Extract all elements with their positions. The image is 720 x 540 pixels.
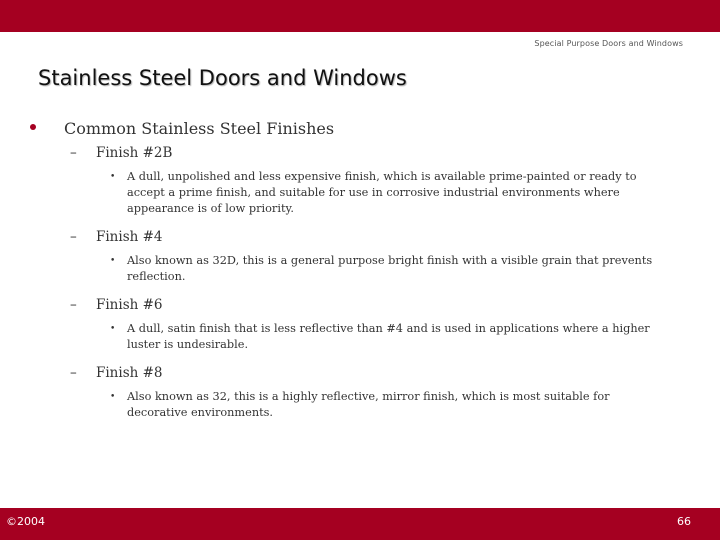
finish-heading — [30, 229, 680, 253]
top-banner — [0, 0, 720, 32]
page-number: 66 — [677, 515, 691, 528]
finish-name: Finish #6 — [96, 297, 163, 313]
finish-description-text: Also known as 32D, this is a general purpose bright finish with a visible grain that prevents reflection. — [127, 254, 653, 283]
running-header: Special Purpose Doors and Windows — [534, 39, 683, 48]
finish-description-text: Also known as 32, this is a highly reflective, mirror finish, which is most suitable for decorative environments. — [127, 390, 610, 419]
bullet-dot-icon: • — [110, 172, 116, 182]
main-bullet-text: Common Stainless Steel Finishes — [64, 119, 335, 138]
finish-name: Finish #2B — [96, 145, 173, 161]
dash-icon: – — [70, 229, 77, 245]
bullet-dot-icon — [30, 124, 36, 130]
copyright-notice: ©2004 — [6, 515, 45, 528]
finish-description-text: A dull, unpolished and less expensive finish, which is available prime-painted or ready to accept a prime finish, and suitable for use in corrosive industrial environments where appearance is of low priority. — [127, 170, 637, 215]
finish-item — [30, 229, 680, 297]
finish-heading — [30, 297, 680, 321]
slide-title: Stainless Steel Doors and Windows — [38, 66, 407, 90]
dash-icon: – — [70, 297, 77, 313]
slide-body — [30, 119, 680, 421]
bottom-banner — [0, 508, 720, 540]
main-bullet — [30, 119, 680, 145]
dash-icon: – — [70, 365, 77, 381]
finish-heading — [30, 365, 680, 389]
bullet-dot-icon: • — [110, 256, 116, 266]
dash-icon: – — [70, 145, 77, 161]
finish-description — [30, 253, 680, 285]
finish-description — [30, 169, 680, 217]
finish-description — [30, 321, 680, 353]
finish-item — [30, 145, 680, 229]
finish-name: Finish #4 — [96, 229, 163, 245]
finish-name: Finish #8 — [96, 365, 163, 381]
finish-description — [30, 389, 680, 421]
bullet-dot-icon: • — [110, 324, 116, 334]
finish-heading — [30, 145, 680, 169]
finish-item — [30, 297, 680, 365]
finish-description-text: A dull, satin finish that is less reflective than #4 and is used in applications where a higher luster is undesirable. — [127, 322, 650, 351]
bullet-dot-icon: • — [110, 392, 116, 402]
finish-item — [30, 365, 680, 421]
